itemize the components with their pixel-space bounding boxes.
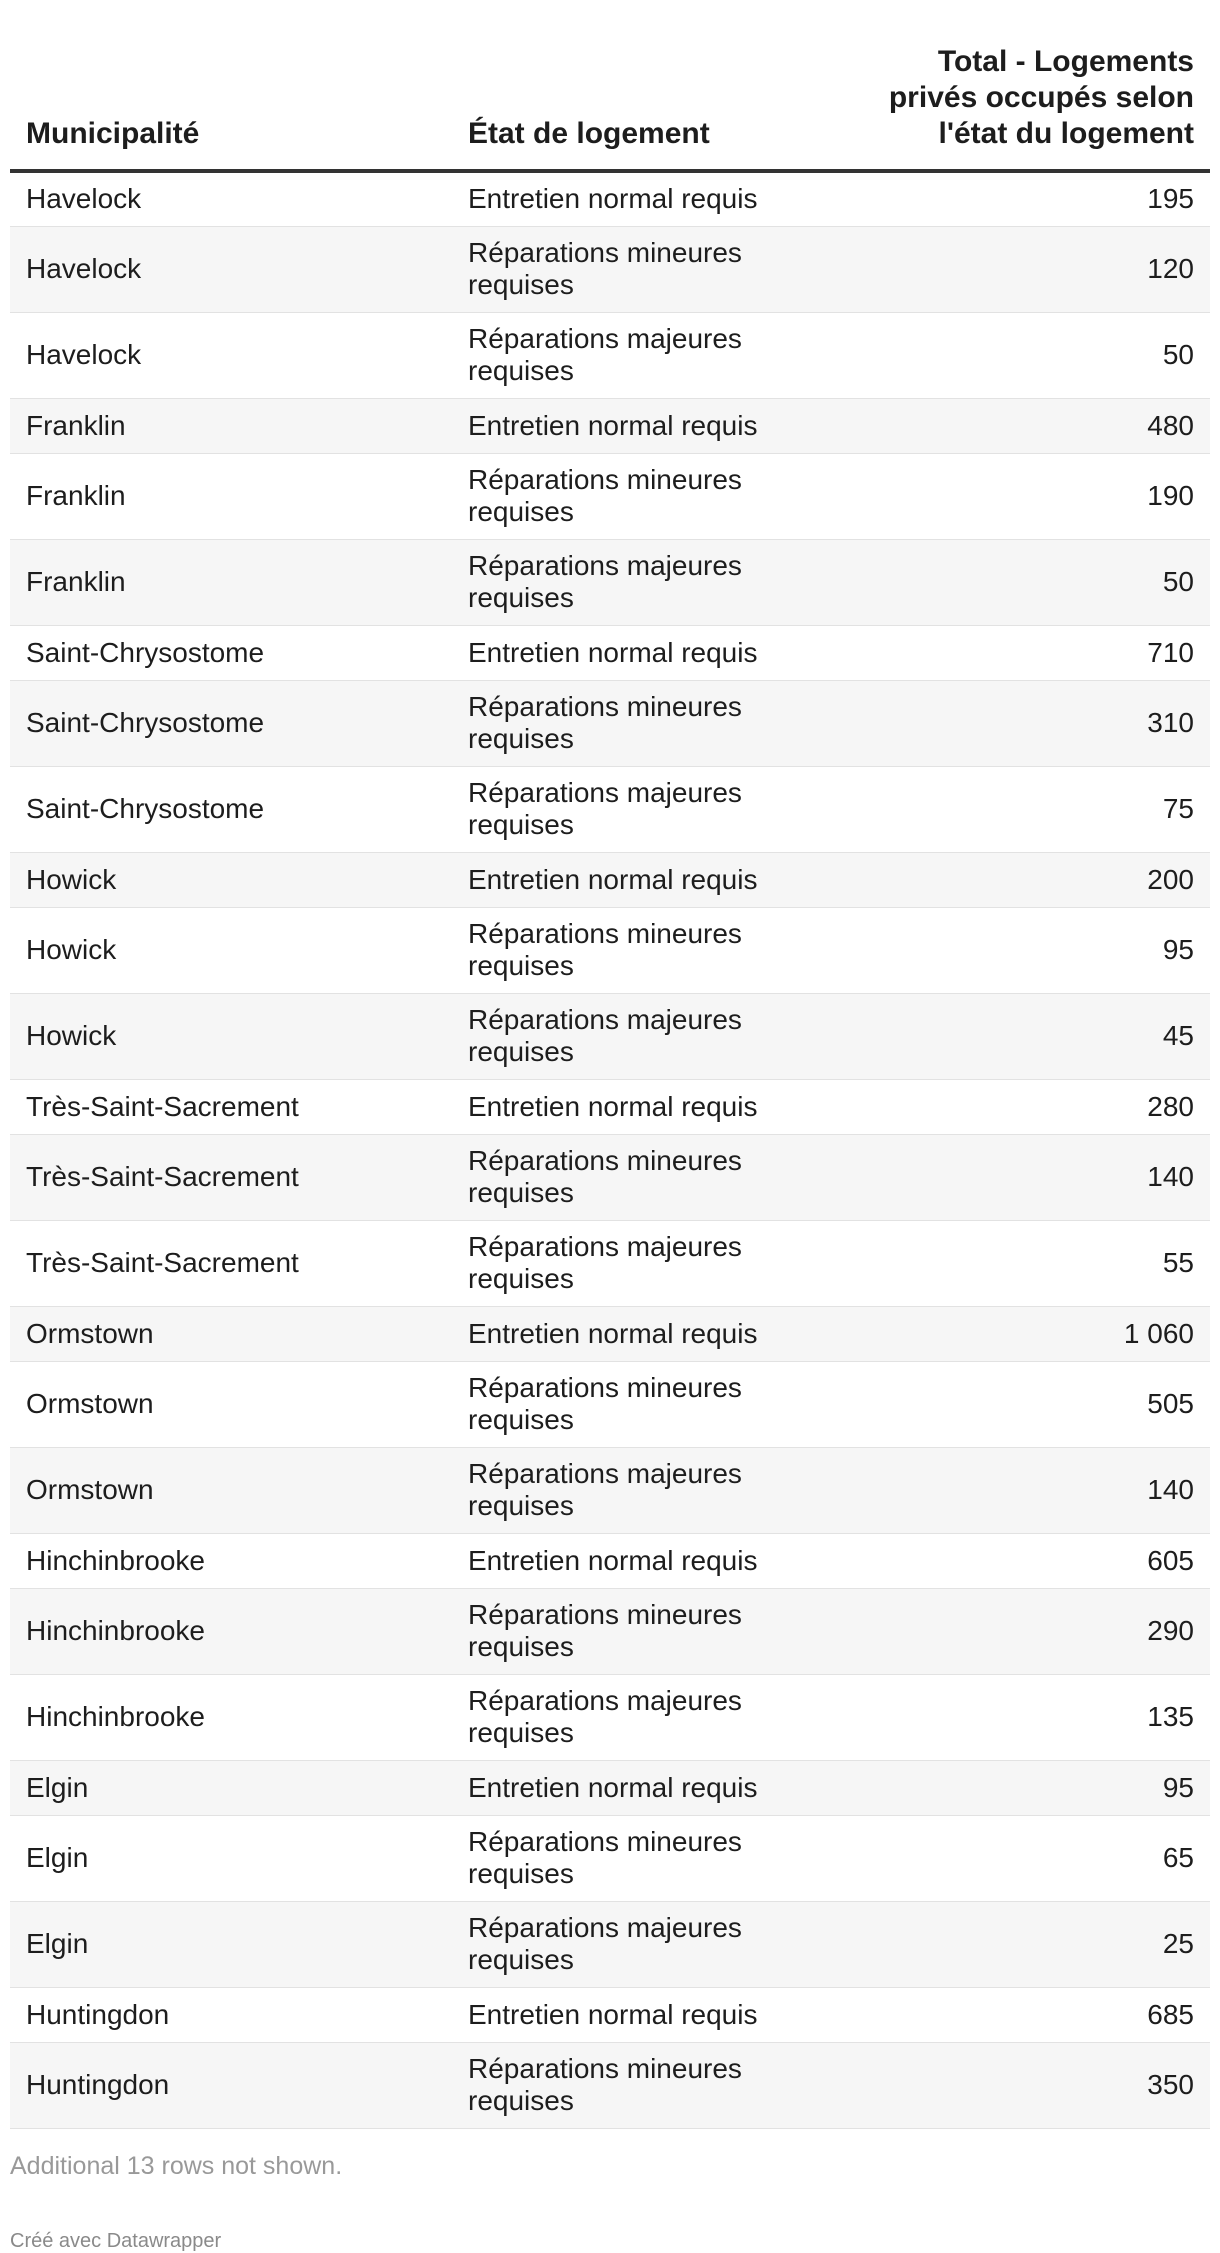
cell-state: Réparations majeures requises	[452, 766, 832, 852]
cell-state: Réparations majeures requises	[452, 1674, 832, 1760]
cell-state: Entretien normal requis	[452, 625, 832, 680]
table-row	[10, 398, 1210, 453]
cell-total: 200	[832, 852, 1210, 907]
cell-total: 50	[832, 539, 1210, 625]
cell-municipality: Howick	[10, 852, 452, 907]
cell-total: 280	[832, 1079, 1210, 1134]
column-header-municipality[interactable]: Municipalité	[10, 0, 452, 171]
table-row	[10, 312, 1210, 398]
cell-total: 190	[832, 453, 1210, 539]
table-row	[10, 1987, 1210, 2042]
cell-state: Entretien normal requis	[452, 398, 832, 453]
cell-municipality: Elgin	[10, 1760, 452, 1815]
cell-state: Réparations majeures requises	[452, 1447, 832, 1533]
cell-total: 480	[832, 398, 1210, 453]
table-row	[10, 625, 1210, 680]
cell-municipality: Ormstown	[10, 1361, 452, 1447]
table-body	[10, 171, 1210, 2128]
cell-municipality: Howick	[10, 993, 452, 1079]
cell-municipality: Très-Saint-Sacrement	[10, 1220, 452, 1306]
table-row	[10, 1760, 1210, 1815]
cell-total: 95	[832, 907, 1210, 993]
cell-total: 505	[832, 1361, 1210, 1447]
header-total-line-3: l'état du logement	[938, 117, 1194, 150]
header-row	[10, 0, 1210, 171]
table-row	[10, 1220, 1210, 1306]
table-row	[10, 226, 1210, 312]
cell-municipality: Huntingdon	[10, 1987, 452, 2042]
table-row	[10, 766, 1210, 852]
header-total-line-1: Total - Logements	[937, 45, 1194, 78]
cell-state: Réparations majeures requises	[452, 312, 832, 398]
table-row	[10, 680, 1210, 766]
cell-municipality: Saint-Chrysostome	[10, 766, 452, 852]
cell-total: 290	[832, 1588, 1210, 1674]
table-row	[10, 2042, 1210, 2128]
cell-total: 140	[832, 1134, 1210, 1220]
cell-state: Réparations majeures requises	[452, 1901, 832, 1987]
cell-total: 120	[832, 226, 1210, 312]
cell-state: Réparations mineures requises	[452, 226, 832, 312]
cell-state: Réparations majeures requises	[452, 993, 832, 1079]
cell-municipality: Franklin	[10, 398, 452, 453]
cell-state: Réparations mineures requises	[452, 1361, 832, 1447]
data-table	[10, 0, 1210, 2129]
cell-total: 1 060	[832, 1306, 1210, 1361]
table-row	[10, 993, 1210, 1079]
cell-total: 25	[832, 1901, 1210, 1987]
cell-municipality: Franklin	[10, 539, 452, 625]
cell-state: Réparations mineures requises	[452, 1815, 832, 1901]
cell-total: 65	[832, 1815, 1210, 1901]
table-row	[10, 1588, 1210, 1674]
cell-state: Réparations mineures requises	[452, 907, 832, 993]
cell-municipality: Havelock	[10, 171, 452, 226]
cell-total: 135	[832, 1674, 1210, 1760]
table-row	[10, 1815, 1210, 1901]
cell-state: Réparations mineures requises	[452, 680, 832, 766]
table-row	[10, 1134, 1210, 1220]
cell-state: Entretien normal requis	[452, 1760, 832, 1815]
cell-state: Entretien normal requis	[452, 852, 832, 907]
cell-state: Entretien normal requis	[452, 1306, 832, 1361]
cell-total: 45	[832, 993, 1210, 1079]
cell-municipality: Ormstown	[10, 1447, 452, 1533]
cell-municipality: Elgin	[10, 1815, 452, 1901]
table-row	[10, 907, 1210, 993]
cell-total: 95	[832, 1760, 1210, 1815]
cell-state: Réparations mineures requises	[452, 1588, 832, 1674]
cell-municipality: Hinchinbrooke	[10, 1588, 452, 1674]
cell-state: Entretien normal requis	[452, 1533, 832, 1588]
cell-total: 685	[832, 1987, 1210, 2042]
cell-municipality: Ormstown	[10, 1306, 452, 1361]
cell-municipality: Très-Saint-Sacrement	[10, 1134, 452, 1220]
table-header	[10, 0, 1210, 171]
cell-municipality: Saint-Chrysostome	[10, 625, 452, 680]
table-row	[10, 1447, 1210, 1533]
cell-total: 310	[832, 680, 1210, 766]
cell-total: 75	[832, 766, 1210, 852]
cell-municipality: Saint-Chrysostome	[10, 680, 452, 766]
table-row	[10, 1533, 1210, 1588]
column-header-total[interactable]	[832, 0, 1210, 171]
cell-state: Réparations mineures requises	[452, 453, 832, 539]
cell-municipality: Havelock	[10, 226, 452, 312]
table-row	[10, 171, 1210, 226]
cell-municipality: Hinchinbrooke	[10, 1533, 452, 1588]
rows-not-shown-note: Additional 13 rows not shown.	[10, 2151, 343, 2180]
table-row	[10, 1901, 1210, 1987]
cell-total: 55	[832, 1220, 1210, 1306]
header-total-line-2: privés occupés selon	[888, 81, 1194, 114]
cell-state: Réparations mineures requises	[452, 2042, 832, 2128]
cell-municipality: Très-Saint-Sacrement	[10, 1079, 452, 1134]
datawrapper-credit: Créé avec Datawrapper	[10, 2229, 222, 2252]
cell-state: Réparations mineures requises	[452, 1134, 832, 1220]
cell-state: Entretien normal requis	[452, 1079, 832, 1134]
cell-municipality: Hinchinbrooke	[10, 1674, 452, 1760]
cell-municipality: Havelock	[10, 312, 452, 398]
cell-state: Entretien normal requis	[452, 1987, 832, 2042]
table-row	[10, 852, 1210, 907]
table-row	[10, 1674, 1210, 1760]
cell-total: 140	[832, 1447, 1210, 1533]
cell-total: 195	[832, 171, 1210, 226]
cell-municipality: Huntingdon	[10, 2042, 452, 2128]
table-row	[10, 453, 1210, 539]
cell-total: 710	[832, 625, 1210, 680]
cell-state: Entretien normal requis	[452, 171, 832, 226]
column-header-state[interactable]: État de logement	[452, 0, 832, 171]
cell-municipality: Elgin	[10, 1901, 452, 1987]
table-row	[10, 1361, 1210, 1447]
cell-state: Réparations majeures requises	[452, 1220, 832, 1306]
cell-municipality: Howick	[10, 907, 452, 993]
cell-total: 350	[832, 2042, 1210, 2128]
cell-state: Réparations majeures requises	[452, 539, 832, 625]
table-row	[10, 539, 1210, 625]
cell-municipality: Franklin	[10, 453, 452, 539]
table-row	[10, 1079, 1210, 1134]
cell-total: 50	[832, 312, 1210, 398]
table-row	[10, 1306, 1210, 1361]
cell-total: 605	[832, 1533, 1210, 1588]
